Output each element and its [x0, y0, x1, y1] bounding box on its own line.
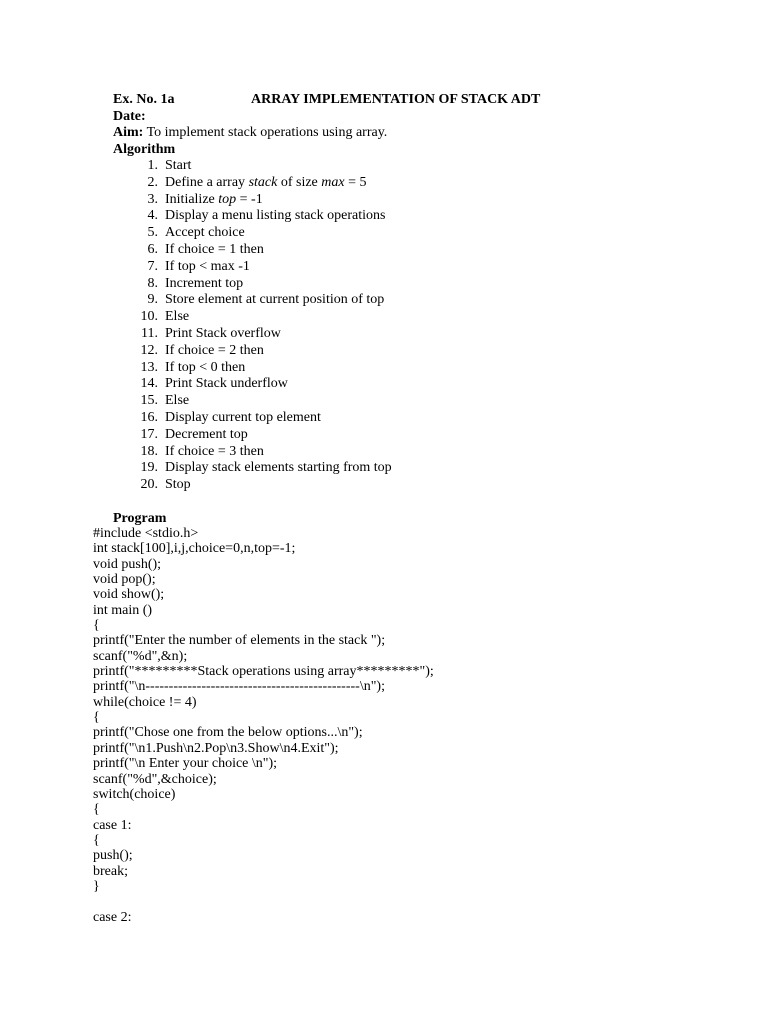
algorithm-step [134, 191, 392, 208]
step-variable: max [321, 174, 345, 190]
code-line: scanf("%d",&n); [93, 648, 188, 664]
step-text: Increment top [165, 275, 244, 291]
code-line: push(); [93, 848, 133, 864]
code-line: void push(); [93, 556, 162, 572]
algorithm-step [134, 291, 392, 308]
code-line: printf("\n----------------------------------------------\n"); [93, 679, 385, 695]
step-number: 1. [147, 158, 158, 173]
algorithm-step [134, 375, 392, 392]
algorithm-step [134, 207, 392, 224]
step-text: Start [165, 158, 192, 173]
step-text-part: Define a array [165, 174, 249, 190]
date-row [113, 108, 540, 125]
algorithm-heading-row [113, 141, 540, 158]
code-line: printf("Chose one from the below options...\n"); [93, 725, 363, 741]
algorithm-step [134, 459, 392, 476]
step-number: 16. [140, 409, 158, 425]
code-line: break; [93, 863, 128, 879]
step-text: Store element at current position of top [165, 292, 385, 308]
step-number: 10. [140, 309, 158, 325]
step-number: 3. [147, 191, 158, 207]
step-text: Stop [165, 477, 191, 493]
code-line: { [93, 618, 100, 634]
step-number: 12. [140, 342, 158, 358]
code-line [93, 894, 434, 909]
page-title: ARRAY IMPLEMENTATION OF STACK ADT [251, 92, 541, 107]
algorithm-step [134, 258, 392, 275]
step-variable: stack [248, 174, 278, 190]
algorithm-step [134, 325, 392, 342]
step-number: 7. [147, 258, 158, 274]
step-text: If top < max -1 [165, 258, 250, 274]
step-text [165, 175, 367, 190]
algorithm-step [134, 476, 392, 493]
step-text: Else [165, 393, 190, 409]
algorithm-step [134, 174, 392, 191]
algorithm-step [134, 426, 392, 443]
aim-label: Aim: [113, 125, 144, 140]
program-heading: Program [113, 511, 167, 526]
step-text: If choice = 2 then [165, 342, 264, 358]
code-line: { [93, 710, 100, 726]
code-line: printf("Enter the number of elements in the stack "); [93, 633, 386, 649]
algorithm-step [134, 392, 392, 409]
step-text-part: Initialize [165, 191, 219, 207]
step-text: Else [165, 309, 190, 325]
step-number: 17. [140, 426, 158, 442]
step-number: 14. [140, 376, 158, 392]
code-line: void pop(); [93, 572, 156, 588]
date-label: Date: [113, 108, 146, 124]
code-line: case 1: [93, 817, 132, 833]
step-number: 11. [141, 325, 158, 341]
code-line: scanf("%d",&choice); [93, 771, 217, 787]
step-text: If top < 0 then [165, 359, 246, 375]
step-number: 4. [147, 208, 158, 224]
algorithm-steps [134, 157, 392, 493]
code-line: #include <stdio.h> [93, 526, 199, 541]
algorithm-step [134, 224, 392, 241]
algorithm-step [134, 241, 392, 258]
step-number: 6. [147, 241, 158, 257]
algorithm-step [134, 359, 392, 376]
step-text: If choice = 3 then [165, 443, 264, 459]
step-number: 19. [140, 460, 158, 476]
code-line: switch(choice) [93, 786, 176, 802]
algorithm-step [134, 342, 392, 359]
step-number: 5. [147, 225, 158, 241]
algorithm-step [134, 443, 392, 460]
algorithm-step [134, 157, 392, 174]
aim-row [113, 124, 540, 141]
step-number: 13. [140, 359, 158, 375]
code-line: { [93, 832, 100, 848]
step-text [165, 192, 263, 207]
step-text: Print Stack overflow [165, 325, 281, 341]
step-text: Print Stack underflow [165, 376, 288, 392]
step-text: Display stack elements starting from top [165, 460, 392, 476]
program-code [93, 526, 434, 925]
code-line: } [93, 878, 100, 894]
step-text-part: = 5 [344, 174, 367, 190]
step-variable: top [218, 191, 237, 207]
step-text-part: = -1 [236, 191, 263, 207]
algorithm-step [134, 275, 392, 292]
document-header [113, 91, 540, 157]
step-number: 2. [147, 174, 158, 190]
code-line: int main () [93, 602, 153, 618]
step-number: 20. [140, 477, 158, 493]
step-text: Decrement top [165, 426, 248, 442]
code-line: int stack[100],i,j,choice=0,n,top=-1; [93, 541, 296, 557]
title-row [113, 91, 540, 108]
algorithm-step [134, 308, 392, 325]
code-line: void show(); [93, 587, 165, 603]
step-text: Display a menu listing stack operations [165, 208, 386, 224]
step-text: If choice = 1 then [165, 241, 264, 257]
exercise-number: Ex. No. 1a [113, 92, 175, 107]
step-number: 15. [140, 393, 158, 409]
step-text: Display current top element [165, 409, 321, 425]
step-number: 18. [140, 443, 158, 459]
algorithm-heading: Algorithm [113, 141, 176, 157]
code-line: while(choice != 4) [93, 694, 197, 710]
step-text: Accept choice [165, 225, 245, 241]
step-number: 8. [147, 275, 158, 291]
code-line: printf("\n Enter your choice \n"); [93, 756, 278, 772]
code-line: case 2: [93, 909, 132, 925]
aim-text: To implement stack operations using array. [143, 125, 388, 140]
step-number: 9. [147, 292, 158, 308]
step-text-part: of size [277, 174, 322, 190]
algorithm-step [134, 409, 392, 426]
code-line: { [93, 802, 100, 818]
code-line: printf("\n1.Push\n2.Pop\n3.Show\n4.Exit"); [93, 740, 339, 756]
code-line: printf("*********Stack operations using array*********"); [93, 664, 434, 680]
